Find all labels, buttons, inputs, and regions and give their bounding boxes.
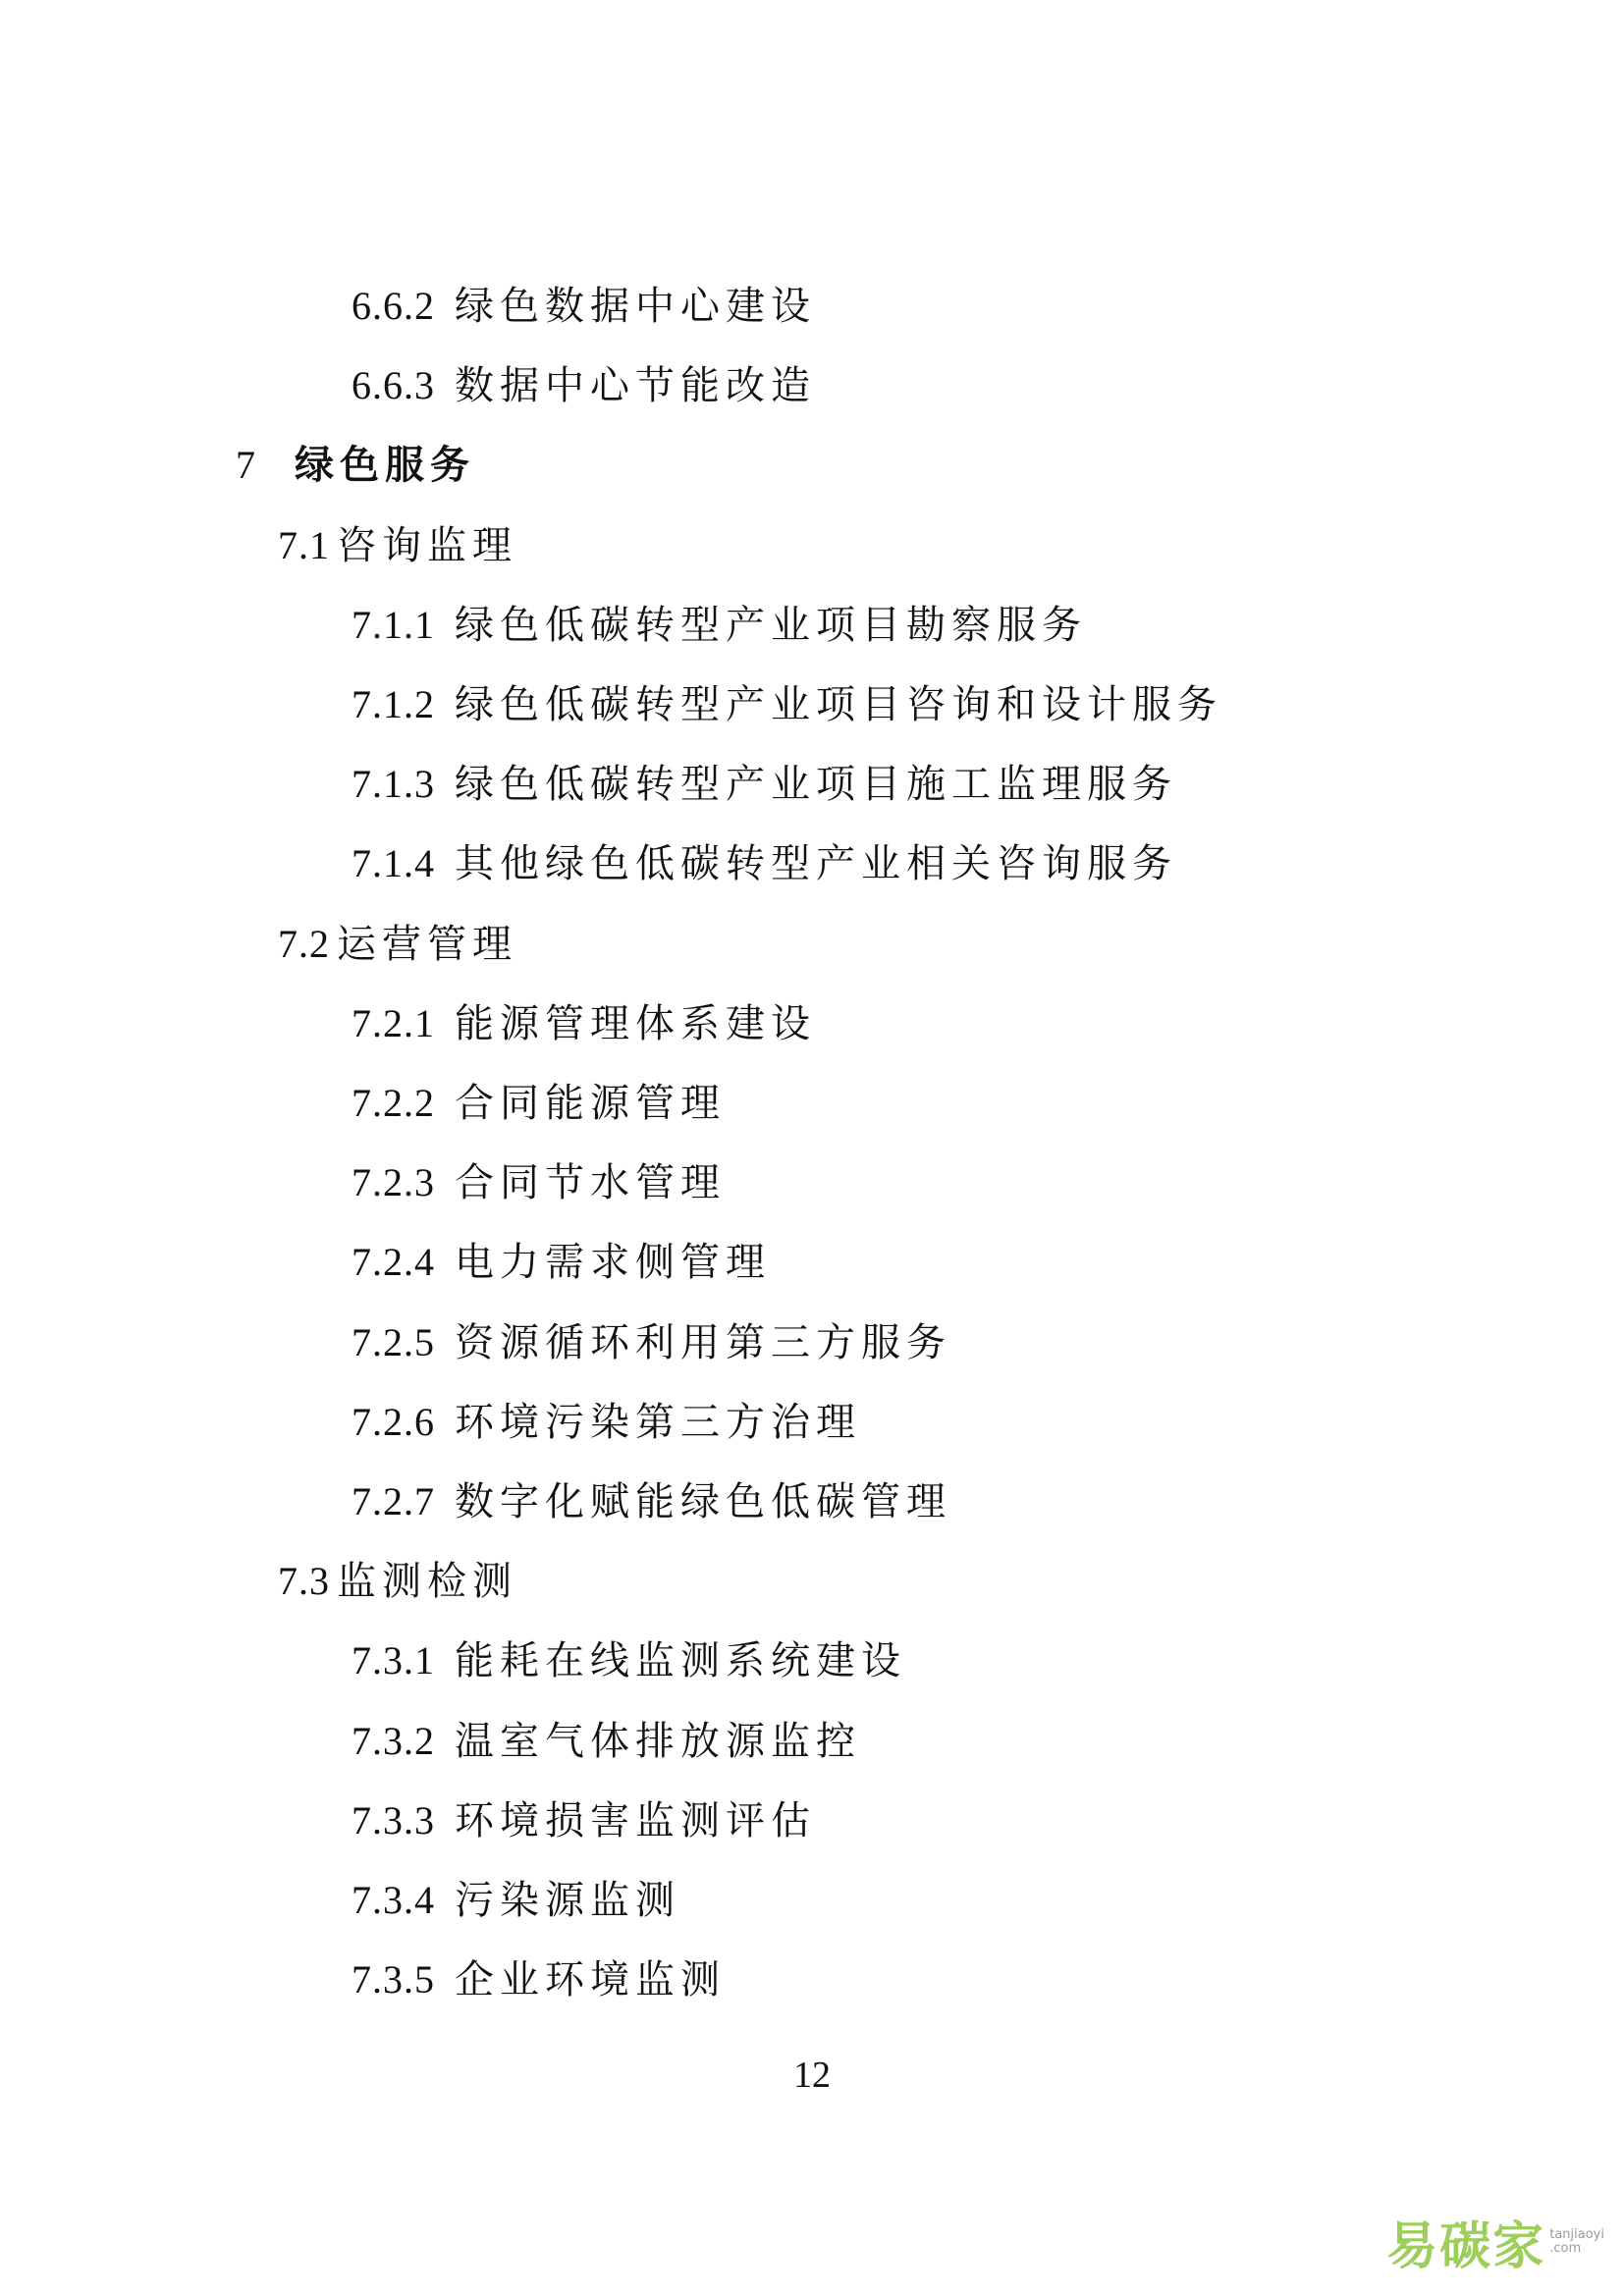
watermark-domain: [1549, 2228, 1604, 2256]
toc-entry-title: 温室气体排放源监控: [455, 1719, 861, 1764]
page-number: 12: [793, 2055, 831, 2096]
toc-entry-title: 监测检测: [337, 1559, 517, 1604]
toc-entry-7-1-3: [352, 761, 1177, 808]
toc-entry-number: 7.2.2: [352, 1081, 435, 1125]
toc-entry-title: 绿色低碳转型产业项目咨询和设计服务: [455, 682, 1222, 727]
watermark-domain-line1: tanjiaoyi: [1549, 2226, 1604, 2242]
toc-entry-title: 合同能源管理: [455, 1081, 726, 1126]
toc-entry-7-1: [278, 522, 517, 569]
toc-entry-number: 7.2.5: [352, 1320, 435, 1364]
toc-entry-number: 7.1: [278, 523, 330, 567]
toc-entry-number: 6.6.2: [352, 284, 435, 328]
toc-entry-6-6-2: [352, 283, 816, 330]
toc-entry-number: 7.3.5: [352, 1957, 435, 2002]
watermark-brand: 易碳家: [1386, 2217, 1546, 2276]
toc-entry-title: 运营管理: [337, 922, 517, 967]
toc-entry-7-2-7: [352, 1478, 951, 1525]
toc-entry-7-3-5: [352, 1956, 726, 2003]
toc-entry-title: 能源管理体系建设: [455, 1001, 816, 1046]
toc-entry-title: 环境污染第三方治理: [455, 1400, 861, 1445]
toc-entry-7-3: [278, 1558, 517, 1605]
toc-entry-6-6-3: [352, 362, 816, 409]
toc-entry-7-3-1: [352, 1637, 906, 1684]
toc-entry-7-2-3: [352, 1159, 726, 1206]
toc-entry-title: 其他绿色低碳转型产业相关咨询服务: [455, 841, 1177, 886]
toc-entry-7-3-3: [352, 1797, 816, 1844]
toc-entry-7: [236, 442, 475, 489]
toc-entry-title: 污染源监测: [455, 1878, 680, 1923]
toc-entry-7-2-1: [352, 1000, 816, 1047]
toc-entry-title: 合同节水管理: [455, 1160, 726, 1205]
toc-entry-number: 7.2.6: [352, 1400, 435, 1444]
toc-entry-number: 7.3.3: [352, 1798, 435, 1842]
watermark-logo: [1386, 2205, 1604, 2278]
toc-entry-title: 数字化赋能绿色低碳管理: [455, 1479, 951, 1524]
toc-entry-title: 绿色低碳转型产业项目施工监理服务: [455, 762, 1177, 807]
toc-entry-number: 7.3: [278, 1559, 330, 1603]
toc-entry-7-1-2: [352, 681, 1222, 728]
toc-entry-title: 咨询监理: [337, 523, 517, 568]
toc-entry-title: 绿色数据中心建设: [455, 284, 816, 329]
toc-entry-number: 7.2.4: [352, 1240, 435, 1284]
toc-entry-number: 7.1.1: [352, 603, 435, 647]
toc-entry-number: 7.3.1: [352, 1638, 435, 1682]
toc-entry-7-2: [278, 921, 517, 968]
toc-entry-number: 7.1.3: [352, 762, 435, 806]
toc-entry-number: 7.2.7: [352, 1479, 435, 1523]
toc-entry-title: 资源循环利用第三方服务: [455, 1320, 951, 1365]
toc-entry-title: 数据中心节能改造: [455, 363, 816, 408]
toc-entry-number: 7.2.3: [352, 1160, 435, 1204]
toc-entry-7-2-5: [352, 1319, 951, 1366]
toc-entry-number: 6.6.3: [352, 363, 435, 407]
toc-entry-title: 企业环境监测: [455, 1957, 726, 2002]
toc-entry-7-3-2: [352, 1718, 861, 1765]
toc-entry-title: 能耗在线监测系统建设: [455, 1638, 906, 1683]
toc-entry-7-2-6: [352, 1399, 861, 1446]
toc-entry-number: 7.3.4: [352, 1878, 435, 1922]
toc-entry-7-1-1: [352, 602, 1087, 649]
toc-entry-title: 绿色低碳转型产业项目勘察服务: [455, 603, 1087, 648]
toc-entry-7-1-4: [352, 840, 1177, 887]
toc-entry-number: 7.1.4: [352, 841, 435, 885]
toc-entry-number: 7: [236, 443, 256, 487]
toc-entry-title: 电力需求侧管理: [455, 1240, 771, 1285]
toc-entry-number: 7.2.1: [352, 1001, 435, 1045]
toc-entry-7-2-4: [352, 1239, 771, 1286]
toc-entry-number: 7.1.2: [352, 682, 435, 726]
toc-entry-number: 7.2: [278, 922, 330, 966]
toc-entry-7-2-2: [352, 1080, 726, 1127]
watermark-domain-line2: .com: [1549, 2240, 1582, 2256]
toc-entry-number: 7.3.2: [352, 1719, 435, 1763]
toc-entry-7-3-4: [352, 1877, 680, 1924]
toc-entry-title: 绿色服务: [295, 442, 475, 488]
toc-entry-title: 环境损害监测评估: [455, 1798, 816, 1843]
